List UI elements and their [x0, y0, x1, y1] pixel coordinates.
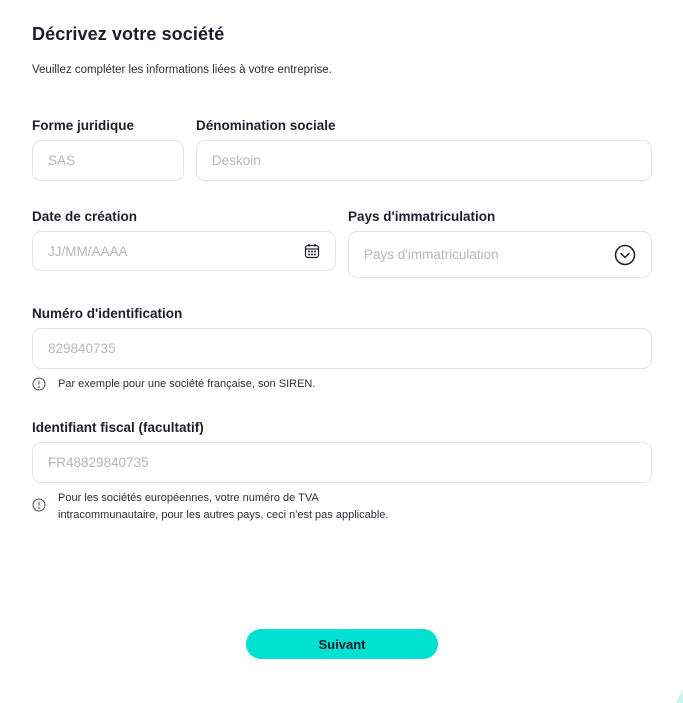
pays-placeholder: Pays d'immatriculation	[364, 247, 499, 262]
next-button[interactable]: Suivant	[246, 629, 438, 659]
numero-identification-hint	[32, 376, 315, 393]
date-creation-input[interactable]	[48, 244, 303, 259]
page-subtitle: Veuillez compléter les informations liées à votre entreprise.	[32, 64, 332, 76]
identifiant-fiscal-hint-line1: Pour les sociétés européennes, votre numéro de TVA	[58, 492, 319, 504]
corner-decoration	[673, 689, 683, 703]
forme-juridique-input[interactable]	[48, 153, 168, 168]
identifiant-fiscal-input[interactable]	[48, 455, 636, 470]
denomination-input[interactable]	[212, 153, 636, 168]
identifiant-fiscal-hint-line2: intracommunautaire, pour les autres pays, ceci n'est pas applicable.	[58, 509, 389, 521]
identifiant-fiscal-field[interactable]	[32, 442, 652, 483]
numero-identification-input[interactable]	[48, 341, 636, 356]
numero-identification-field[interactable]	[32, 328, 652, 369]
forme-juridique-field[interactable]	[32, 140, 184, 181]
denomination-label: Dénomination sociale	[196, 118, 336, 133]
numero-identification-label: Numéro d'identification	[32, 306, 183, 321]
date-creation-label: Date de création	[32, 209, 138, 224]
date-creation-field[interactable]	[32, 231, 336, 271]
pays-label: Pays d'immatriculation	[348, 209, 496, 224]
identifiant-fiscal-hint	[32, 490, 388, 524]
info-icon	[32, 377, 46, 391]
info-icon	[32, 498, 46, 512]
denomination-field[interactable]	[196, 140, 652, 181]
calendar-icon[interactable]	[303, 242, 320, 260]
pays-select[interactable]	[348, 231, 652, 278]
forme-juridique-label: Forme juridique	[32, 118, 135, 133]
identifiant-fiscal-hint-text	[58, 490, 388, 524]
numero-identification-hint-text: Par exemple pour une société française, son SIREN.	[58, 378, 316, 390]
chevron-down-icon[interactable]	[614, 244, 636, 266]
page-title: Décrivez votre société	[32, 24, 225, 44]
identifiant-fiscal-label: Identifiant fiscal (facultatif)	[32, 420, 204, 435]
